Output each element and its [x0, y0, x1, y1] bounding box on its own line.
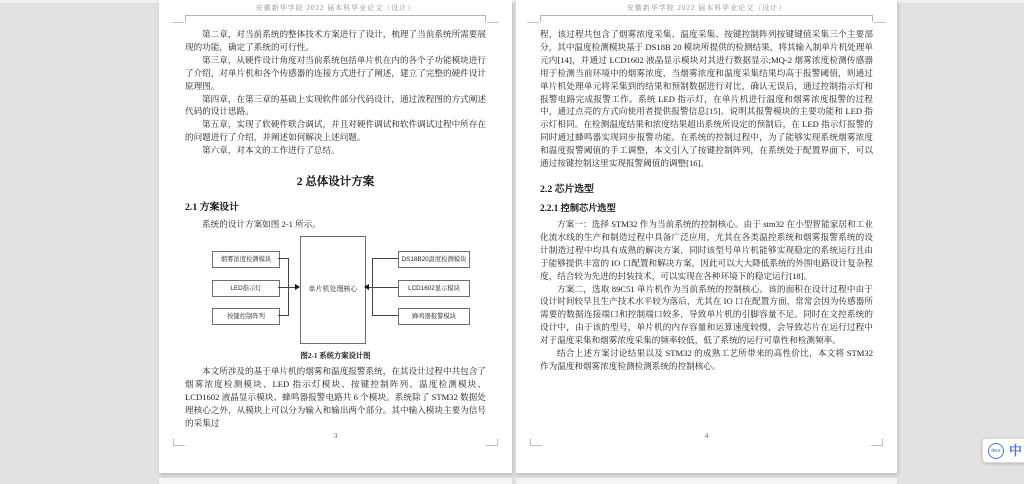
paragraph: 第五章，实现了软硬件联合调试，并且对硬件调试和软件调试过程中所存在的问题进行了介绍，并阐述如何解决上述问题。: [185, 119, 486, 143]
crop-mark-top-left: [527, 22, 539, 23]
arrow-into-mcu-left-icon: [295, 284, 300, 290]
page-number: 3: [333, 431, 338, 440]
connector-line: [369, 287, 373, 288]
diagram-box-buzzer: 蜂鸣器报警模块: [398, 308, 470, 325]
header-tick-left: [185, 15, 186, 22]
paragraph: 本文所涉及的基于单片机的烟雾和温度报警系统，在其设计过程中共包含了烟雾浓度检测模块、LED 指示灯模块、按键控制阵列、温度检测模块、LCD1602 液晶显示模块、蜂鸣器报警电路共 6 个模块。系统除了 STM32 数据处理核心之外，从模块上可以分为输入和输出两个部分。其中输入模块主要为信号的采集过: [185, 365, 486, 428]
paragraph-continuation: 程，该过程共包含了烟雾浓度采集、温度采集、按键控制阵列按键键值采集三个主要部分，其中温度检测模块基于 DS18B 20 模块所提供的检测结果，将其输入制单片机处理单元内[14]，并通过 LCD1602 液晶显示模块对其进行数据显示;MQ-2 烟雾浓度检测传感器用于检测当前环境中的烟雾浓度，当烟雾浓度和温度采集结果均高于报警阈值，则通过单片机处理单元将采集到的结果和预制数据进行对比，确认无误后，通过控制指示灯和报警电路完成报警工作。系统 LED 指示灯，在单片机进行温度和烟雾浓度报警的过程中，通过点亮的方式向使用者提供报警信息[15]。说明其报警模块的主要功能和 LED 指示灯相同。在检测温度结果和浓度结果超出系统所设定的预制后，在 LED 指示灯报警的同时通过蜂鸣器实现同步报警功能。在系统的控制过程中，为了能够实现系统烟雾浓度和温度报警阈值的手工调整，本文引入了按键控制阵列，在系统处于配置界面下，可以通过按键控制这里实现报警阈值的调整[16]。: [540, 29, 873, 169]
crop-mark-top-right: [487, 22, 499, 23]
header-rule: [540, 15, 873, 23]
document-page-left[interactable]: [159, 0, 512, 473]
diagram-box-mcu-core: 单片机处理核心: [300, 236, 366, 344]
crop-mark-top-left: [172, 22, 184, 23]
running-header: 安徽新华学院 2022 届本科毕业论文（设计）: [626, 4, 787, 12]
ime-logo-icon[interactable]: iFLY: [988, 443, 1004, 459]
header-rule: [185, 15, 486, 23]
page-content[interactable]: [159, 23, 512, 430]
section-heading: 2.1 方案设计: [185, 202, 239, 214]
arrow-into-mcu-right-icon: [364, 284, 369, 290]
document-page-right[interactable]: [516, 0, 897, 473]
paragraph: 方案二，选取 89C51 单片机作为当前系统的控制核心。该的面积在设计过程中由于设计时间较早且生产技术水平较为落后，尤其在 IO 口在配置方面，常常会因为传感器所需要的数据连接端口和控制端口较多，导致单片机的引脚容量不足。同时在文控系统的设计中，由于该的型号，单片机的内存容量和运算速度较慢，会导致芯片在运行过程中对于温度采集和烟雾浓度采集的频率较低，低了系统的运行可靠性和检测频率。: [540, 283, 873, 346]
crop-mark-bottom-left: [173, 439, 185, 446]
connector-line: [278, 287, 288, 288]
connector-line: [278, 258, 288, 259]
page-content[interactable]: [516, 23, 897, 373]
next-page-sliver-right: [516, 478, 897, 484]
connector-line: [372, 315, 398, 316]
diagram-box-keys: 按键控制阵列: [212, 308, 280, 325]
crop-mark-bottom-right: [486, 439, 498, 446]
header-tick-left: [540, 15, 541, 22]
ime-floating-bar[interactable]: [982, 438, 1024, 463]
crop-mark-bottom-right: [871, 439, 883, 446]
diagram-box-ds18b20: DS18B20温度检测模块: [398, 251, 470, 268]
paragraph: 结合上述方案讨论结果以及 STM32 的成熟工艺所带来的高性价比，本文将 STM32 作为温度和烟雾浓度检测检测系统的控制核心。: [540, 348, 873, 371]
connector-line: [372, 258, 398, 259]
next-page-sliver-left: [159, 478, 512, 484]
section-heading: 2.2 芯片选型: [540, 183, 594, 195]
page-number: 4: [704, 431, 709, 440]
paragraph: 第四章，在第三章的基础上实现软件部分代码设计，通过流程图的方式阐述代码的设计思路。: [185, 93, 486, 117]
connector-line: [278, 315, 288, 316]
chapter-heading: 2 总体设计方案: [296, 176, 375, 189]
paragraph: 第二章，对当前系统的整体技术方案进行了设计，梳理了当前系统所需要展现的功能，确定了系统的可行性。: [185, 29, 486, 52]
system-design-diagram: [185, 234, 486, 348]
header-tick-right: [485, 15, 486, 22]
running-header: 安徽新华学院 2022 届本科毕业论文（设计）: [255, 4, 416, 12]
figure-intro: 系统的设计方案如图 2-1 所示。: [202, 219, 321, 230]
diagram-box-lcd: LCD1602显示模块: [398, 280, 470, 297]
diagram-box-led: LED指示灯: [212, 280, 280, 297]
crop-mark-top-right: [874, 22, 886, 23]
ime-language-mode-button[interactable]: 中: [1009, 443, 1023, 458]
paragraph: 第三章，从硬件设计角度对当前系统包括单片机在内的各个子功能模块进行了介绍，对单片机和各个传感器的连接方式进行了阐述，建立了完整的硬件设计原理图。: [185, 54, 486, 91]
crop-mark-bottom-left: [530, 439, 542, 446]
subsection-heading: 2.2.1 控制芯片选型: [540, 202, 616, 213]
paragraph: 方案一：选择 STM32 作为当前系统的控制核心。由于 stm32 在小型智能家居和工业化流水线的生产和制造过程中具备广泛应用，尤其在各类温控系统和烟雾报警系统的设计制造过程中均具有成熟的解决方案，同时该型号单片机能够实现稳定的系统运行且由于能够提供丰富的 IO 口配置和解决方案，因此可以大大降低系统的外围电路设计复杂程度，结合较为先进的封装技术，可以实现在各种环境下的稳定运行[18]。: [540, 218, 873, 281]
paragraph: 第六章，对本文的工作进行了总结。: [202, 145, 340, 156]
connector-line: [372, 287, 398, 288]
figure-caption: 图2-1 系统方案设计图: [300, 350, 371, 360]
header-tick-right: [872, 15, 873, 22]
diagram-box-smoke-detect: 烟雾浓度检测模块: [212, 251, 280, 268]
